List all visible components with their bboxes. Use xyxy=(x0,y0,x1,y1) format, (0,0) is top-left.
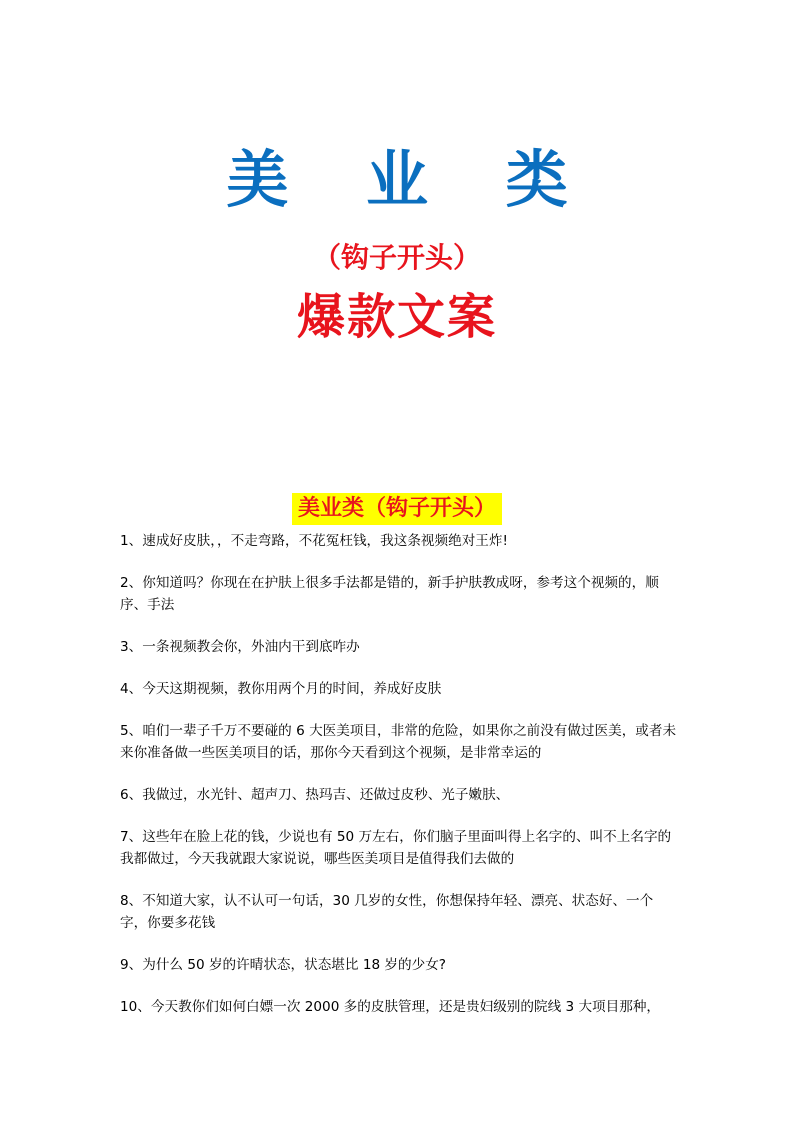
list-item: 9、为什么 50 岁的许晴状态，状态堪比 18 岁的少女? xyxy=(120,957,447,973)
section-heading: 美业类（钩子开头） xyxy=(292,493,502,525)
copy-list xyxy=(120,530,680,1038)
list-item: 4、今天这期视频，教你用两个月的时间，养成好皮肤 xyxy=(120,681,442,697)
document-subtitle: （钩子开头） xyxy=(312,241,481,274)
section-heading-container xyxy=(0,493,794,525)
list-item: 2、你知道吗？你现在在护肤上很多手法都是错的，新手护肤教成呀，参考这个视频的，顺序、手法 xyxy=(120,575,659,613)
list-item: 7、这些年在脸上花的钱，少说也有 50 万左右，你们脑子里面叫得上名字的、叫不上名字的我都做过，今天我就跟大家说说，哪些医美项目是值得我们去做的 xyxy=(120,829,672,867)
document-headline: 爆款文案 xyxy=(296,289,497,345)
list-item: 8、不知道大家，认不认可一句话，30 几岁的女性，你想保持年轻、漂亮、状态好、一个字，你要多花钱 xyxy=(120,893,654,931)
list-item: 3、一条视频教会你，外油内干到底咋办 xyxy=(120,639,360,655)
document-title: 美 业 类 xyxy=(226,143,596,216)
list-item: 5、咱们一辈子千万不要碰的 6 大医美项目，非常的危险，如果你之前没有做过医美，或者未来你准备做一些医美项目的话，那你今天看到这个视频，是非常幸运的 xyxy=(120,723,677,761)
list-item: 6、我做过，水光针、超声刀、热玛吉、还做过皮秒、光子嫩肤、 xyxy=(120,787,510,803)
list-item: 1、速成好皮肤，，不走弯路，不花冤枉钱，我这条视频绝对王炸! xyxy=(120,533,508,549)
list-item: 10、今天教你们如何白嫖一次 2000 多的皮肤管理，还是贵妇级别的院线 3 大项目那种， xyxy=(120,999,661,1015)
